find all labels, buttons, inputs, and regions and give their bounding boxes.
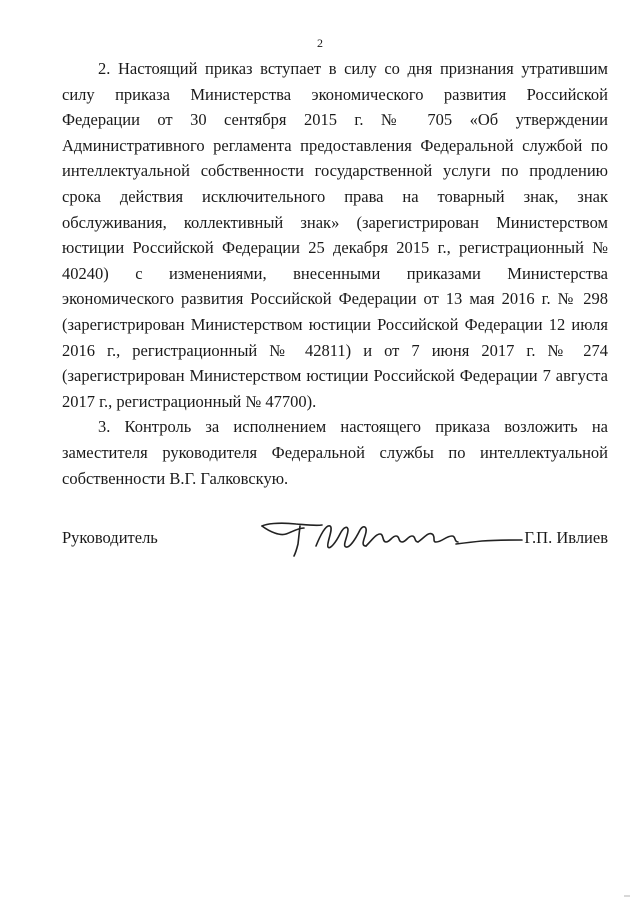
paragraph-2: 2. Настоящий приказ вступает в силу со дня признания утратившим силу приказа Министерства экономического развития Российской Федерации от 30 сентября 2015 г. № 705 «Об утверждении Административного регламента предоставления Федеральной службой по интеллектуальной собственности государственной услуги по продлению срока действия исключительного права на товарный знак, знак обслуживания, коллективный знак» (зарегистрирован Министерством юстиции Российской Федерации 25 декабря 2015 г., регистрационный № 40240) с изменениями, внесенными приказами Министерства экономического развития Российской Федерации от 13 мая 2016 г. № 298 (зарегистрирован Министерством юстиции Российской Федерации 12 июля 2016 г., регистрационный № 42811) и от 7 июня 2017 г. № 274 (зарегистрирован Министерством юстиции Российской Федерации 7 августа 2017 г., регистрационный № 47700).	[62, 59, 608, 411]
scan-artifact	[624, 895, 630, 897]
signatory-title: Руководитель	[62, 528, 158, 547]
signature-block	[62, 520, 608, 560]
handwritten-signature	[256, 516, 526, 560]
document-body	[62, 56, 608, 491]
paragraph-3: 3. Контроль за исполнением настоящего приказа возложить на заместителя руководителя Федеральной службы по интеллектуальной собственности В.Г. Галковскую.	[62, 417, 608, 488]
signatory-name: Г.П. Ивлиев	[524, 528, 608, 547]
page-number: 2	[317, 36, 323, 50]
